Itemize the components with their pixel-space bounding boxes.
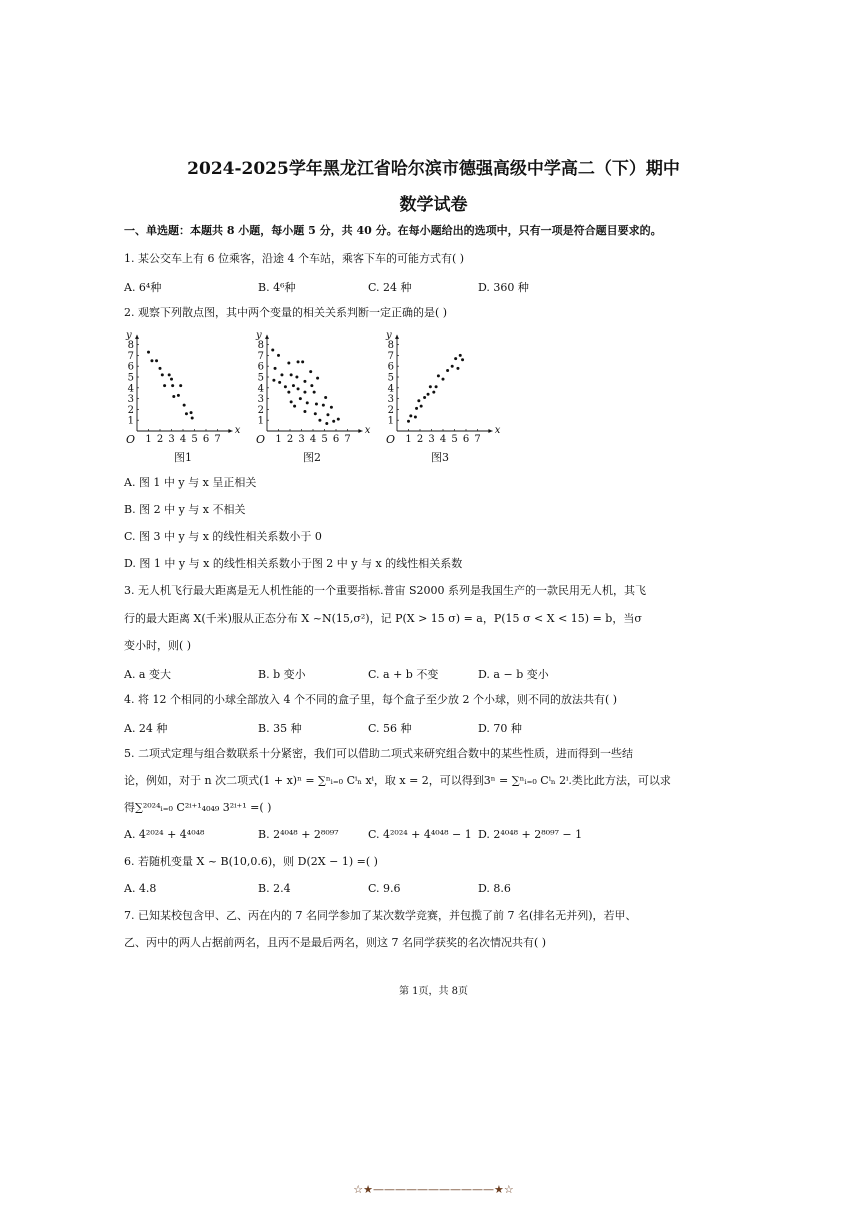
scatter-point [314,412,317,415]
scatter-point [272,379,275,382]
y-tick-label: 3 [387,394,394,406]
scatter-point [451,365,454,368]
scatter-point [456,367,459,370]
scatter-point [161,373,164,376]
x-tick-label: 5 [451,434,458,445]
y-tick-label: 7 [257,350,264,362]
scatter-point [429,385,432,388]
scatter-point [287,391,290,394]
x-tick-label: 2 [286,434,294,445]
figure-2-caption: 图2 [303,451,321,464]
origin-label: O [386,433,396,446]
y-tick-label: 1 [127,415,134,427]
question-3-line-1: 3. 无人机飞行最大距离是无人机性能的一个重要指标.普宙 S2000 系列是我国生产的一款民用无人机，其飞 [124,584,647,597]
scatter-point [147,351,150,354]
scatter-point [454,357,457,360]
q5-option-b: B. 2⁴⁰⁴⁸ + 2⁸⁰⁹⁷ [258,828,339,841]
scatter-point [423,396,426,399]
x-tick-label: 1 [275,434,282,445]
q3-option-a: A. a 变大 [124,668,171,681]
scatter-point [325,422,328,425]
x-tick-label: 4 [439,434,447,445]
x-tick-label: 7 [474,434,481,445]
question-5-line-1: 5. 二项式定理与组合数联系十分紧密，我们可以借助二项式来研究组合数中的某些性质，进而得到一些结 [124,747,633,760]
q2-option-c: C. 图 3 中 y 与 x 的线性相关系数小于 0 [124,530,322,543]
page-number-footer: 第 1页，共 8页 [398,986,469,997]
y-tick-label: 6 [127,361,134,373]
scatter-point [435,385,438,388]
scatter-point [185,412,188,415]
x-tick-label: 1 [405,434,412,445]
scatter-point [459,354,462,357]
origin-label: O [256,433,266,446]
scatter-point [409,414,412,417]
q3-option-c: C. a + b 不变 [368,668,439,681]
y-tick-label: 4 [127,383,134,395]
scatter-point [287,361,290,364]
q4-option-a: A. 24 种 [124,722,168,735]
exam-title-line1: 2024-2025学年黑龙江省哈尔滨市德强高级中学高二（下）期中 [187,159,680,179]
scatter-point [316,377,319,380]
x-tick-label: 4 [309,434,317,445]
scatter-point [190,411,193,414]
x-axis-arrow [228,429,232,433]
scatter-point [310,384,313,387]
scatter-point [427,393,430,396]
scatter-point [159,367,162,370]
scatter-point [407,420,410,423]
question-4-stem: 4. 将 12 个相同的小球全部放入 4 个不同的盒子里，每个盒子至少放 2 个小球，则不同的放法共有( ) [124,693,618,706]
scatter-point [179,384,182,387]
y-axis-label: y [386,330,392,342]
scatter-point [168,373,171,376]
question-3-line-2: 行的最大距离 X(千米)服从正态分布 X ~N(15,σ²)，记 P(X > 15 σ) = a，P(15 σ < X < 15) = b，当σ [124,612,642,625]
y-axis-label: y [256,330,262,342]
y-axis-arrow [265,335,269,339]
question-2-stem: 2. 观察下列散点图，其中两个变量的相关关系判断一定正确的是( ) [124,306,448,319]
x-tick-label: 5 [191,434,198,445]
scatter-point [292,384,295,387]
x-axis-arrow [488,429,492,433]
y-tick-label: 8 [387,340,394,352]
question-5-options [0,828,867,842]
x-tick-label: 4 [179,434,187,445]
q1-option-d: D. 360 种 [478,281,529,294]
y-tick-label: 2 [387,404,394,416]
scatter-point [297,387,300,390]
scatter-point [170,378,173,381]
q2-option-d: D. 图 1 中 y 与 x 的线性相关系数小于图 2 中 y 与 x 的线性相关系数 [124,557,463,570]
y-tick-label: 8 [257,340,264,352]
scatter-point [155,359,158,362]
scatter-point [309,370,312,373]
y-tick-label: 6 [387,361,394,373]
scatter-point [461,358,464,361]
q1-option-c: C. 24 种 [368,281,412,294]
scatter-point [326,413,329,416]
scatter-point [442,378,445,381]
y-tick-label: 5 [387,372,394,384]
question-3-options [0,666,867,680]
q3-option-b: B. b 变小 [258,668,306,681]
x-tick-label: 5 [321,434,328,445]
decorative-star-divider: ☆★———————————★☆ [353,1183,514,1196]
y-tick-label: 3 [127,394,134,406]
y-tick-label: 7 [127,350,134,362]
scatter-point [318,419,321,422]
q1-option-b: B. 4⁶种 [258,281,296,294]
scatter-point [306,401,309,404]
x-tick-label: 7 [214,434,221,445]
scatter-plot-figure-1 [120,330,245,448]
scatter-point [322,404,325,407]
scatter-point [313,391,316,394]
q5-option-a: A. 4²⁰²⁴ + 4⁴⁰⁴⁸ [124,828,205,841]
scatter-point [437,374,440,377]
y-axis-label: y [126,330,132,342]
question-1-options [0,279,867,293]
q6-option-c: C. 9.6 [368,882,401,895]
scatter-point [303,410,306,413]
y-axis-arrow [395,335,399,339]
x-tick-label: 6 [462,434,470,445]
question-6-options [0,882,867,896]
scatter-point [420,405,423,408]
scatter-point [171,384,174,387]
question-5-line-3: 得∑²⁰²⁴ᵢ₌₀ C²ⁱ⁺¹₄₀₄₉ 3²ⁱ⁺¹ =( ) [124,801,272,814]
scatter-point [172,395,175,398]
scatter-point [274,367,277,370]
y-tick-label: 3 [257,394,264,406]
scatter-point [301,360,304,363]
x-tick-label: 6 [332,434,340,445]
origin-label: O [126,433,136,446]
scatter-point [295,376,298,379]
scatter-point [293,405,296,408]
question-3-line-3: 变小时，则( ) [124,639,192,652]
section-heading: 一、单选题：本题共 8 小题，每小题 5 分，共 40 分。在每小题给出的选项中，只有一项是符合题目要求的。 [124,224,662,237]
q4-option-c: C. 56 种 [368,722,412,735]
x-tick-label: 7 [344,434,351,445]
x-tick-label: 3 [298,434,305,445]
y-axis-arrow [135,335,139,339]
question-5-line-2: 论，例如，对于 n 次二项式(1 + x)ⁿ = ∑ⁿᵢ₌₀ Cⁱₙ xⁱ，取 x = 2，可以得到3ⁿ = ∑ⁿᵢ₌₀ Cⁱₙ 2ⁱ.类比此方法，可以求 [124,774,671,787]
q1-option-a: A. 6⁴种 [124,281,162,294]
x-axis-arrow [358,429,362,433]
scatter-point [414,415,417,418]
scatter-point [332,420,335,423]
q5-option-d: D. 2⁴⁰⁴⁸ + 2⁸⁰⁹⁷ − 1 [478,828,583,841]
scatter-point [177,394,180,397]
scatter-plot-figure-3 [380,330,505,448]
scatter-point [315,403,318,406]
x-tick-label: 2 [416,434,424,445]
scatter-point [432,391,435,394]
x-tick-label: 6 [202,434,210,445]
scatter-point [299,397,302,400]
question-6-stem: 6. 若随机变量 X ~ B(10,0.6)，则 D(2X − 1) =( ) [124,855,378,868]
scatter-point [284,385,287,388]
exam-title-line2: 数学试卷 [399,195,468,215]
scatter-point [417,399,420,402]
scatter-point [446,369,449,372]
scatter-point [191,417,194,420]
x-tick-label: 2 [156,434,164,445]
y-tick-label: 4 [257,383,264,395]
x-axis-label: x [494,425,501,436]
scatter-point [280,373,283,376]
scatter-point [330,406,333,409]
q4-option-b: B. 35 种 [258,722,302,735]
scatter-point [277,354,280,357]
y-tick-label: 2 [257,404,264,416]
q6-option-b: B. 2.4 [258,882,291,895]
figure-3-caption: 图3 [431,451,449,464]
scatter-point [183,404,186,407]
x-tick-label: 3 [428,434,435,445]
scatter-point [290,400,293,403]
q2-option-b: B. 图 2 中 y 与 x 不相关 [124,503,246,516]
y-tick-label: 1 [257,415,264,427]
x-axis-label: x [364,425,371,436]
figure-1-caption: 图1 [174,451,192,464]
y-tick-label: 5 [127,372,134,384]
x-axis-label: x [234,425,241,436]
scatter-point [271,349,274,352]
question-7-line-1: 7. 已知某校包含甲、乙、丙在内的 7 名同学参加了某次数学竞赛，并包揽了前 7 名(排名无并列)，若甲、 [124,909,637,922]
scatter-point [303,391,306,394]
y-tick-label: 5 [257,372,264,384]
y-tick-label: 4 [387,383,394,395]
scatter-point [303,380,306,383]
q6-option-a: A. 4.8 [124,882,157,895]
y-tick-label: 6 [257,361,264,373]
y-tick-label: 1 [387,415,394,427]
scatter-point [150,359,153,362]
y-tick-label: 2 [127,404,134,416]
x-tick-label: 1 [145,434,152,445]
scatter-point [290,373,293,376]
q3-option-d: D. a − b 变小 [478,668,549,681]
q4-option-d: D. 70 种 [478,722,522,735]
scatter-point [415,407,418,410]
question-4-options [0,720,867,734]
scatter-point [297,360,300,363]
x-tick-label: 3 [168,434,175,445]
q6-option-d: D. 8.6 [478,882,511,895]
scatter-point [278,381,281,384]
scatter-plot-figure-2 [250,330,375,448]
scatter-point [324,396,327,399]
question-1-stem: 1. 某公交车上有 6 位乘客，沿途 4 个车站，乘客下车的可能方式有( ) [124,252,465,265]
q2-option-a: A. 图 1 中 y 与 x 呈正相关 [124,476,257,489]
q5-option-c: C. 4²⁰²⁴ + 4⁴⁰⁴⁸ − 1 [368,828,472,841]
scatter-point [337,418,340,421]
question-7-line-2: 乙、丙中的两人占据前两名，且丙不是最后两名，则这 7 名同学获奖的名次情况共有( ) [124,936,547,949]
y-tick-label: 8 [127,340,134,352]
scatter-point [163,384,166,387]
y-tick-label: 7 [387,350,394,362]
